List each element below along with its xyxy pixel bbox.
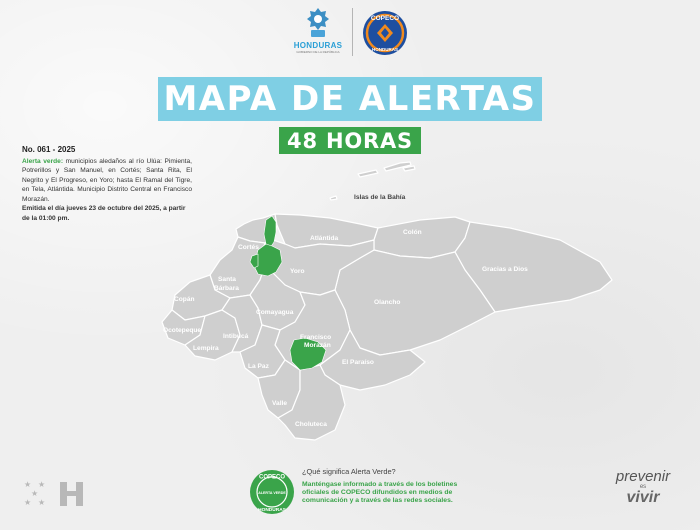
copeco-logo-bottom-text: HONDURAS	[371, 47, 399, 52]
label-la-paz: La Paz	[248, 363, 269, 370]
label-comayagua: Comayagua	[256, 309, 294, 316]
label-olancho: Olancho	[374, 299, 401, 306]
honduras-stars-logo	[20, 478, 90, 508]
government-name: HONDURAS	[293, 41, 343, 50]
label-cortes: Cortés	[238, 244, 259, 251]
label-gracias-a-dios: Gracias a Dios	[482, 266, 528, 273]
label-yoro: Yoro	[290, 268, 305, 275]
star-icon: ★	[38, 480, 46, 489]
star-icon: ★	[24, 480, 32, 489]
label-islas-de-la-bahia: Islas de la Bahía	[354, 194, 406, 201]
island-guanaja-west	[330, 196, 337, 200]
vivir-text: vivir	[626, 489, 660, 506]
label-santa-barbara-line2: Bárbara	[214, 285, 239, 292]
label-colon: Colón	[403, 229, 422, 236]
label-lempira: Lempira	[193, 345, 219, 352]
issued-date: Emitida el día jueves 23 de octubre del 2025, a partir de la 01:00 pm.	[22, 205, 186, 222]
label-el-paraiso: El Paraíso	[342, 359, 374, 366]
star-icon: ★	[38, 498, 46, 507]
badge-mid-text: ALERTA VERDE	[258, 491, 286, 495]
label-choluteca: Choluteca	[295, 421, 327, 428]
label-atlantida: Atlántida	[310, 235, 339, 242]
bulletin-number: No. 061 - 2025	[22, 145, 76, 154]
badge-bottom-text: HONDURAS	[258, 508, 286, 513]
alert-label: Alerta verde:	[22, 157, 64, 165]
island-utila	[358, 170, 378, 177]
star-icon: ★	[24, 498, 32, 507]
label-valle: Valle	[272, 400, 288, 407]
h-letter-icon	[60, 482, 83, 506]
page-subtitle: 48 HORAS	[287, 128, 413, 153]
star-icon: ★	[31, 489, 39, 498]
alerta-verde-badge	[249, 469, 295, 515]
label-santa-barbara-line1: Santa	[218, 276, 236, 283]
badge-top-text: COPECO	[258, 474, 286, 481]
page-title: MAPA DE ALERTAS	[163, 79, 537, 119]
label-copan: Copán	[174, 296, 195, 303]
footer-question: ¿Qué significa Alerta Verde?	[302, 467, 396, 476]
government-subtitle: GOBIERNO DE LA REPÚBLICA	[296, 50, 340, 54]
label-francisco-morazan-line2: Morazán	[304, 342, 331, 349]
prevenir-text: prevenir	[615, 468, 671, 485]
es-text: es	[639, 484, 647, 490]
footer-message: Manténgase informado a través de los boletines oficiales de COPECO difundidos en medios de comunicación y a través de las redes sociales.	[302, 481, 458, 505]
prevenir-es-vivir-logo	[608, 469, 678, 505]
copeco-logo-top-text: COPECO	[370, 15, 400, 22]
label-ocotepeque: Ocotepeque	[163, 327, 202, 334]
label-intibuca: Intibucá	[223, 333, 249, 340]
label-francisco-morazan-line1: Francisco	[300, 334, 332, 341]
alert-text: municipios aledaños al río Ulúa: Pimienta, Potrerillos y San Manuel, en Cortés; Santa Rita, El Negrito y El Progreso, en Yoro; hasta El Ramal del Tigre, en Tela, Atlántida. Municipio Distrito Central en Francisco Morazán.	[22, 157, 192, 203]
